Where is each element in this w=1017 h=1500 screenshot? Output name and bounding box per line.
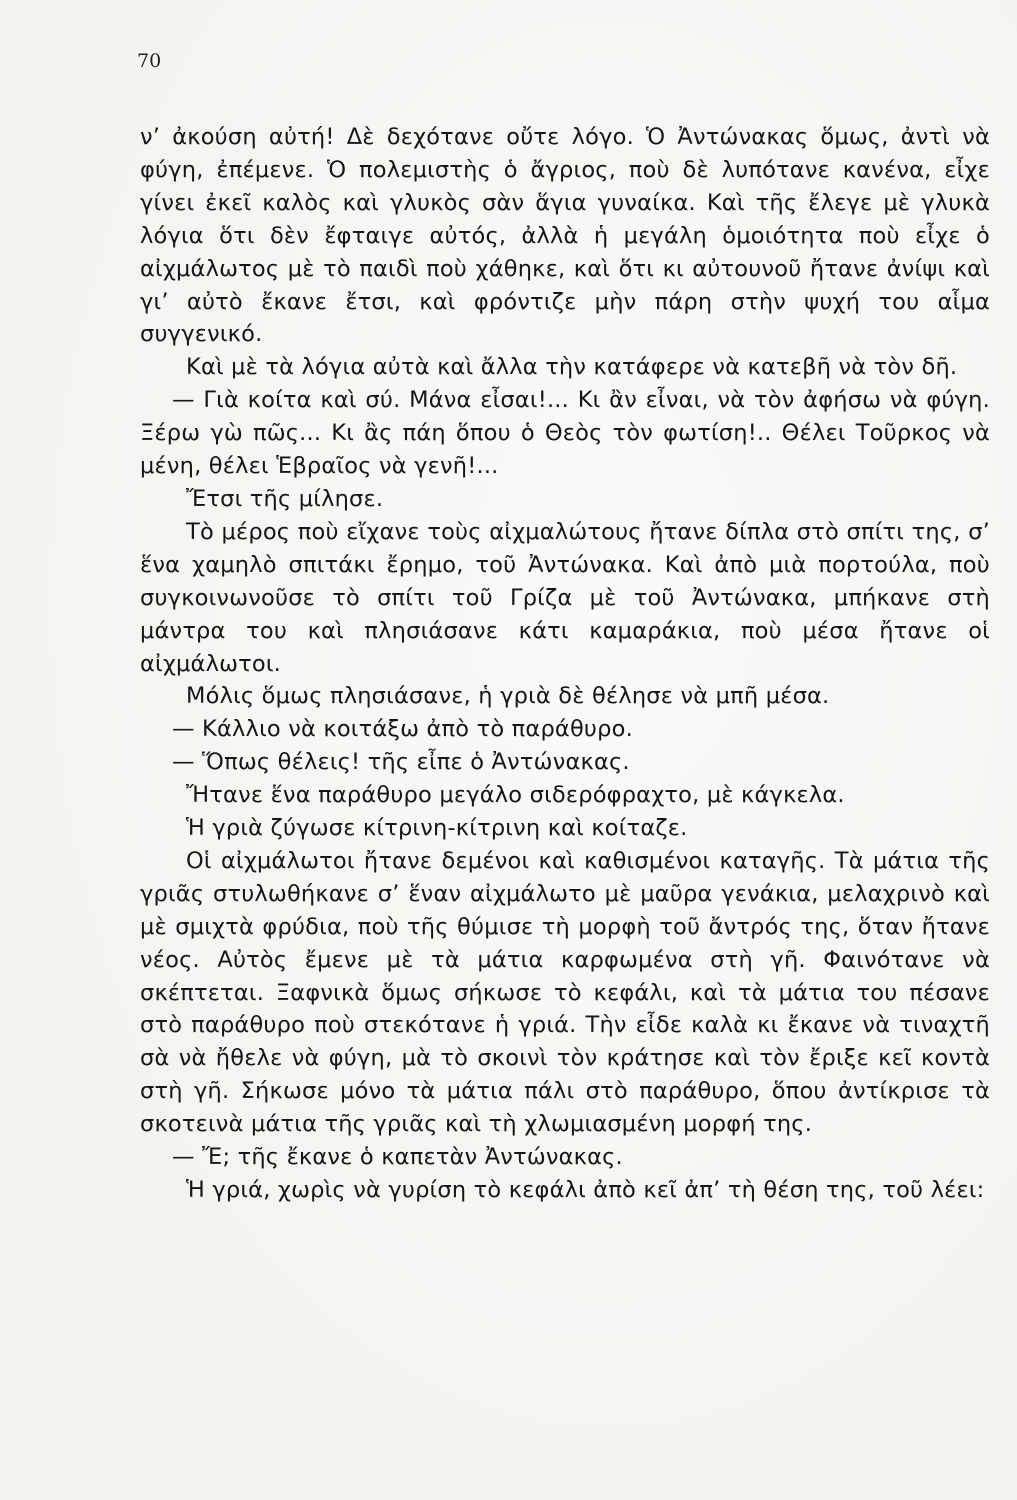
page-number: 70 (137, 50, 162, 72)
paragraph: Καὶ μὲ τὰ λόγια αὐτὰ καὶ ἄλλα τὴν κατάφερε νὰ κατεβῆ νὰ τὸν δῆ. (186, 354, 958, 381)
paragraph: Μόλις ὅμως πλησιάσανε, ἡ γριὰ δὲ θέλησε νὰ μπῆ μέσα. (186, 683, 830, 710)
dialogue-paragraph: — Ἔ; τῆς ἔκανε ὁ καπετὰν Ἀντώνακας. (172, 1144, 623, 1171)
paragraph: Τὸ μέρος ποὺ εἴχανε τοὺς αἰχμαλώτους ἤτανε δίπλα στὸ σπίτι της, σ’ ἕνα χαμηλὸ σπιτάκι ἔρημο, τοῦ Ἀντώνακα. Καὶ ἀπὸ μιὰ πορτούλα, ποὺ συγκοινωνοῦσε τὸ σπίτι τοῦ Γρίζα μὲ τοῦ Ἀντώνακα, μπήκανε στὴ μάντρα του καὶ πλησιάσανε κάτι καμαράκια, ποὺ μέσα ἤτανε οἱ αἰχμάλωτοι. (140, 518, 990, 677)
dialogue-paragraph: — Κάλλιο νὰ κοιτάξω ἀπὸ τὸ παράθυρο. (172, 716, 633, 743)
paragraph: Ἡ γριά, χωρὶς νὰ γυρίση τὸ κεφάλι ἀπὸ κεῖ ἀπ’ τὴ θέση της, τοῦ λέει: (186, 1177, 985, 1203)
dialogue-paragraph: — Ὅπως θέλεις! τῆς εἶπε ὁ Ἀντώνακας. (172, 749, 630, 776)
paragraph: ν’ ἀκούση αὐτή! Δὲ δεχότανε οὔτε λόγο. Ὁ Ἀντώνακας ὅμως, ἀντὶ νὰ φύγη, ἐπέμενε. Ὁ πολεμιστὴς ὁ ἄγριος, ποὺ δὲ λυπότανε κανένα, εἶχε γίνει ἐκεῖ καλὸς καὶ γλυκὸς σὰν ἅγια γυναίκα. Καὶ τῆς ἔλεγε μὲ γλυκὰ λόγια ὅτι δὲν ἔφταιγε αὐτός, ἀλλὰ ἡ μεγάλη ὁμοιότητα ποὺ εἶχε ὁ αἰχμάλωτος μὲ τὸ παιδὶ ποὺ χάθηκε, καὶ ὅτι κι αὐτουνοῦ ἤτανε ἀνίψι καὶ γι’ αὐτὸ ἔκανε ἔτσι, καὶ φρόντιζε μὴν πάρη στὴν ψυχή του αἷμα συγγενικό. (140, 124, 990, 348)
paragraph: Οἱ αἰχμάλωτοι ἤτανε δεμένοι καὶ καθισμένοι καταγῆς. Τὰ μάτια τῆς γριᾶς στυλωθήκανε σ’ ἕναν αἰχμάλωτο μὲ μαῦρα γενάκια, μελαχρινὸ καὶ μὲ σμιχτὰ φρύδια, ποὺ τῆς θύμισε τὴ μορφὴ τοῦ ἄντρός της, ὅταν ἤτανε νέος. Αὐτὸς ἔμενε μὲ τὰ μάτια καρφωμένα στὴ γῆ. Φαινότανε νὰ σκέπτεται. Ξαφνικὰ ὅμως σήκωσε τὸ κεφάλι, καὶ τὰ μάτια του πέσανε στὸ παράθυρο ποὺ στεκότανε ἡ γριά. Τὴν εἶδε καλὰ κι ἔκανε νὰ τιναχτῆ σὰ νὰ ἤθελε νὰ φύγη, μὰ τὸ σκοινὶ τὸν κράτησε καὶ τὸν ἔριξε κεῖ κοντὰ στὴ γῆ. Σήκωσε μόνο τὰ μάτια πάλι στὸ παράθυρο, ὅπου ἀντίκρισε τὰ σκοτεινὰ μάτια τῆς γριᾶς καὶ τὴ χλωμιασμένη μορφή της. (140, 847, 990, 1138)
dialogue-paragraph: — Γιὰ κοίτα καὶ σύ. Μάνα εἶσαι!... Κι ἂν εἶναι, νὰ τὸν ἀφήσω νὰ φύγη. Ξέρω γὼ πῶς... Κι ἂς πάη ὅπου ὁ Θεὸς τὸν φωτίση!.. Θέλει Τοῦρκος νὰ μένη, θέλει Ἑβραῖος νὰ γενῆ!... (140, 387, 990, 480)
paragraph: Ἔτσι τῆς μίλησε. (186, 485, 384, 512)
paragraph: Ἤτανε ἕνα παράθυρο μεγάλο σιδερόφραχτο, μὲ κάγκελα. (186, 782, 845, 809)
body-text (140, 121, 990, 1207)
paragraph: Ἡ γριὰ ζύγωσε κίτρινη-κίτρινη καὶ κοίταζε. (186, 815, 688, 842)
